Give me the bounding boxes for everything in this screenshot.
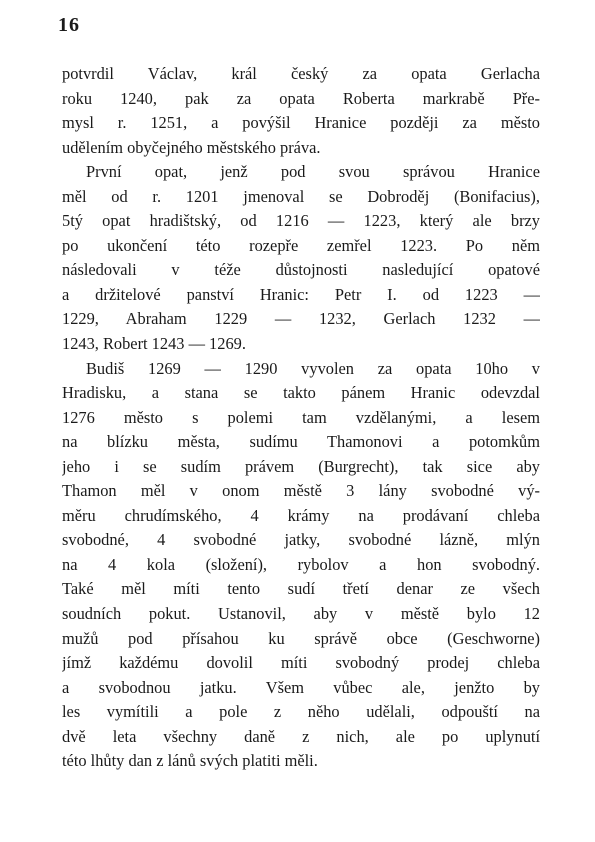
paragraph (62, 160, 540, 356)
text-line: měru chrudímského, 4 krámy na prodávaní chleba (62, 505, 540, 525)
text-line: a držitelové panství Hranic: Petr I. od 1223 — (62, 284, 540, 304)
text-line: 1276 město s polemi tam vzdělanými, a lesem (62, 407, 540, 427)
text-line: jeho i se sudím právem (Burgrecht), tak sice aby (62, 456, 540, 476)
text-line: po ukončení této rozepře zemřel 1223. Po něm (62, 235, 540, 255)
text-line: na 4 kola (složení), rybolov a hon svobodný. (62, 554, 540, 574)
text-line: a svobodnou jatku. Všem vůbec ale, jenžto by (62, 677, 540, 697)
text-line: Budiš 1269 — 1290 vyvolen za opata 10ho v (86, 358, 540, 378)
text-line: dvě leta všechny daně z nich, ale po uplynutí (62, 726, 540, 746)
text-line: udělením obyčejného městského práva. (62, 137, 321, 157)
paragraph (62, 62, 540, 160)
text-line: svobodné, 4 svobodné jatky, svobodné lázně, mlýn (62, 530, 540, 550)
text-line: následovali v téže důstojnosti nasledující opatové (62, 260, 540, 280)
text-line: les vymítili a pole z něho udělali, odpouští na (62, 702, 540, 722)
body-text (62, 62, 540, 774)
text-line: Thamon měl v onom městě 3 lány svobodné vý- (62, 481, 540, 501)
text-line: jímž každému dovolil míti svobodný prodej chleba (62, 653, 540, 673)
page-number: 16 (58, 14, 80, 36)
text-line: soudních pokut. Ustanovil, aby v městě bylo 12 (62, 604, 540, 624)
text-line: na blízku města, sudímu Thamonovi a potomkům (62, 432, 540, 452)
text-line: Také měl míti tento sudí třetí denar ze všech (62, 579, 540, 599)
text-line: potvrdil Václav, král český za opata Gerlacha (62, 64, 540, 83)
text-line: mužů pod přísahou ku správě obce (Geschworne) (62, 628, 540, 648)
text-line: První opat, jenž pod svou správou Hranice (86, 162, 540, 182)
paragraph (62, 357, 540, 774)
text-line: této lhůty dan z lánů svých platiti měli. (62, 751, 318, 771)
text-line: měl od r. 1201 jmenoval se Dobroděj (Bonifacius), (62, 186, 540, 206)
text-line: roku 1240, pak za opata Roberta markrabě Pře- (62, 88, 540, 108)
text-line: 1243, Robert 1243 — 1269. (62, 334, 246, 354)
text-line: mysl r. 1251, a povýšil Hranice později za město (62, 113, 540, 133)
text-line: Hradisku, a stana se takto pánem Hranic odevzdal (62, 383, 540, 403)
text-line: 1229, Abraham 1229 — 1232, Gerlach 1232 — (62, 309, 540, 329)
text-line: 5tý opat hradištský, od 1216 — 1223, který ale brzy (62, 211, 540, 231)
